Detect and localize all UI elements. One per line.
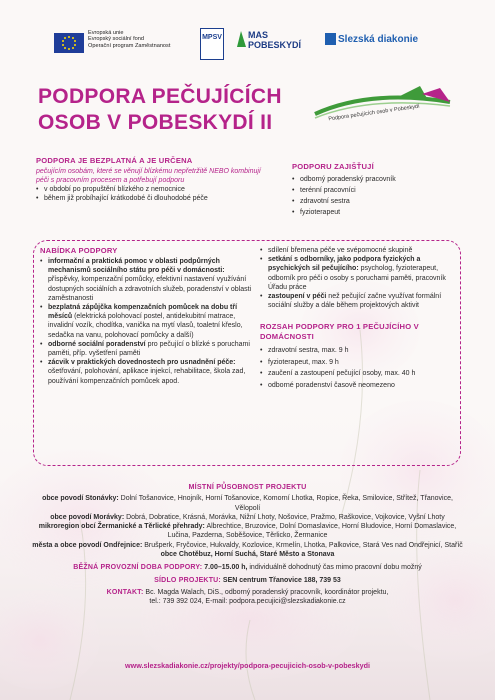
seat-line (30, 576, 465, 585)
item-text: příspěvky, kompenzační pomůcky, efektivní nastavení využívání dostupných sociálních a zdravotních služeb, poradenství v oblasti zaměstnanosti (48, 276, 252, 302)
page-title (38, 84, 282, 136)
slezska-diakonie-logo: Slezská diakonie (338, 34, 419, 45)
locality-label: obce Chotěbuz, Horní Suchá, Staré Město a Stonava (160, 551, 335, 559)
list-item: • zdravotní sestra (292, 196, 462, 207)
locality-text: Dobrá, Dobratice, Krásná, Morávka, Nižní Lhoty, Nošovice, Pražmo, Raškovice, Vojkovice, Vyšní Lhoty (124, 513, 445, 521)
locality-entry (30, 513, 465, 522)
contact-line (30, 588, 465, 597)
item-text: psycholog, fyzioterapeut, odborník pro péči o osoby s poruchami paměti, pracovník Úřadu práce (268, 265, 446, 291)
offer-list-right (260, 246, 456, 310)
locality-text: Albrechtice, Bruzovice, Dolní Domaslavice, Horní Bludovice, Horní Domaslavice, Lučina, Pazderna, Soběšovice, Těrlicko, Žermanice (167, 523, 457, 540)
locality-label: obce povodí Stonávky: (42, 495, 119, 503)
list-item: • fyzioterapeut, max. 9 h (260, 357, 456, 369)
contact-text: Bc. Magda Walach, DiS., odborný poradenský pracovník, koordinátor projektu, (143, 588, 389, 596)
list-item (260, 246, 456, 255)
mas-logo-icon (236, 30, 247, 48)
title-line-2: OSOB V POBESKYDÍ II (38, 111, 273, 134)
hours-value: 7.00–15.00 h, (202, 564, 248, 572)
free-support-heading: PODPORA JE BEZPLATNÁ A JE URČENA (36, 156, 193, 165)
project-logo (310, 84, 460, 134)
list-item: • odborné poradenství časově neomezeno (260, 380, 456, 392)
mas-logo-line2: POBESKYDÍ (248, 40, 302, 50)
locality-text: Dolní Tošanovice, Hnojník, Horní Tošanovice, Komorní Lhotka, Ropice, Řeka, Smilovice, Střítež, Třanovice, Vělopolí (118, 495, 453, 512)
contact-label: KONTAKT: (106, 588, 144, 596)
mpsv-logo: MPSV (200, 28, 224, 60)
item-bold: bezplatná zápůjčka kompenzačních pomůcek na dobu tří měsíců (48, 304, 238, 321)
locality-entry (30, 522, 465, 541)
item-text: ošetřování, polohování, aplikace injekcí, rehabilitace, škola zad, používání kompenzačních pomůcek apod. (48, 368, 246, 385)
item-bold: zácvik v praktických dovednostech pro usnadnění péče: (48, 359, 236, 367)
offer-heading: NABÍDKA PODPORY (40, 246, 118, 255)
project-logo-text: Podpora pečujících osob v Pobeskydí (328, 103, 421, 123)
list-item (40, 257, 253, 303)
website-link[interactable]: www.slezskadiakonie.cz/projekty/podpora-pecujicich-osob-v-pobeskydi (125, 661, 370, 670)
offer-section-right (260, 246, 456, 391)
list-item: • v období po propuštění blízkého z nemocnice (36, 185, 266, 194)
list-item (40, 358, 253, 386)
slezska-diakonie-icon (325, 33, 336, 45)
list-item: • fyzioterapeut (292, 207, 462, 218)
list-item: • odborný poradenský pracovník (292, 174, 462, 185)
provided-by-heading: PODPORU ZAJIŠŤUJÍ (292, 162, 374, 171)
contact-line-2: tel.: 739 392 024, E-mail: podpora.pecujici@slezskadiakonie.cz (149, 598, 346, 606)
item-text: než pečující začne využívat formální sociální služby a dále během projektových aktivit (268, 293, 442, 310)
locality-entry (30, 541, 465, 550)
locality-label: obce povodí Morávky: (50, 513, 125, 521)
free-support-section (36, 156, 266, 203)
seat-value: SEN centrum Třanovice 188, 739 53 (220, 576, 341, 584)
list-item (260, 292, 456, 310)
title-line-1: PODPORA PEČUJÍCÍCH (38, 85, 282, 108)
item-text: (elektrická polohovací postel, antidekubitní matrace, invalidní vozík, chodítka, vanička na mytí vlasů, toaletní křeslo, sedačka na vanu, polohovací pomůcky a další) (48, 313, 243, 339)
list-item: • terénní pracovníci (292, 185, 462, 196)
item-bold: zastoupení v péči (268, 293, 327, 301)
locality-heading: MÍSTNÍ PŮSOBNOST PROJEKTU (188, 482, 307, 491)
offer-section (40, 246, 253, 386)
mas-logo (248, 30, 301, 50)
provided-by-section (292, 162, 462, 218)
free-support-intro: pečujícím osobám, které se věnují blízkému nepřetržitě NEBO kombinují péči s pracovním procesem a potřebují podporu (36, 168, 261, 184)
locality-entry (30, 494, 465, 513)
locality-label: města a obce povodí Ondřejnice: (32, 541, 143, 549)
item-text: pro pečující o blízké s poruchami paměti, příp. vyšetření paměti (48, 340, 250, 358)
item-bold: informační a praktická pomoc v oblasti podpůrných mechanismů sociálního státu pro péči v domácnosti: (48, 258, 225, 275)
hours-label: BĚŽNÁ PROVOZNÍ DOBA PODPORY: (73, 564, 203, 572)
item-text: sdílení břemena péče ve svépomocné skupině (268, 247, 413, 254)
list-item: • zdravotní sestra, max. 9 h (260, 345, 456, 357)
offer-list-left (40, 257, 253, 386)
item-bold: odborné sociální poradenství (48, 340, 146, 348)
list-item: • během již probíhající krátkodobé či dlouhodobé péče (36, 194, 266, 203)
list-item (40, 340, 253, 358)
scope-list (260, 345, 456, 391)
locality-section (30, 482, 465, 607)
header-logos (0, 0, 495, 64)
locality-label: mikroregion obcí Žermanické a Těrlické přehrady: (38, 523, 205, 531)
mas-logo-line1: MAS (248, 30, 268, 40)
eu-label: Evropská unie Evropský sociální fond Operační program Zaměstnanost (88, 30, 171, 49)
item-bold: setkání s odborníky, jako podpora fyzických a psychických sil pečujícího: (268, 256, 421, 273)
hours-note: individuálně dohodnutý čas mimo pracovní dobu možný (247, 564, 422, 572)
locality-text: Brušperk, Fryčovice, Hukvaldy, Kozlovice, Krmelín, Lhotka, Palkovice, Stará Ves nad Ondřejnicí, Staříč (142, 541, 463, 549)
seat-label: SÍDLO PROJEKTU: (154, 576, 221, 584)
list-item: • zaučení a zastoupení pečující osoby, max. 40 h (260, 368, 456, 380)
hours-line (30, 563, 465, 572)
locality-entry (30, 550, 465, 559)
free-support-list (36, 185, 266, 203)
eu-flag-icon (54, 33, 84, 53)
list-item (260, 255, 456, 292)
provided-by-list (292, 174, 462, 218)
list-item (40, 303, 253, 340)
scope-heading: ROZSAH PODPORY PRO 1 PEČUJÍCÍHO V DOMÁCNOSTI (260, 322, 419, 342)
